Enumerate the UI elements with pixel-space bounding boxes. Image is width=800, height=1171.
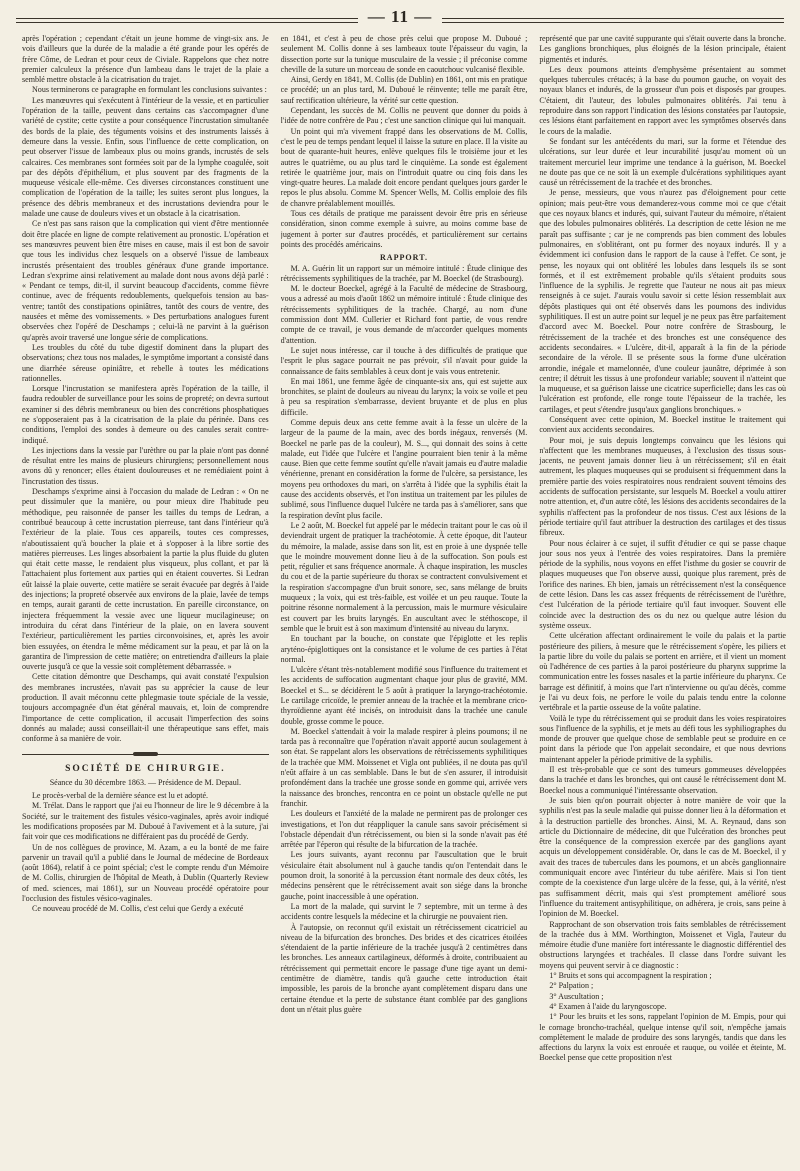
session-line: Séance du 30 décembre 1863. — Présidence de M. Depaul. [49,777,241,787]
paragraph: Un point qui m'a vivement frappé dans les observations de M. Collis, c'est le peu de temps pendant lequel il laisse la suture en place. Il la visite au bout de quarante-huit heures, enlève quelques fils le troisième jour et les autres le quatrième, ou au plus tard le cinquième. La sonde est également retirée le quatrième jour, mais on l'introduit quatre ou cinq fois dans les vingt-quatre heures. La malade doit encore pendant quelques jours garder le repos le plus absolu. Comme M. Spencer Wells, M. Collis emploie des fils de chanvre préalablement mouillés. [280,126,528,208]
paragraph: Cette citation démontre que Deschamps, qui avait constaté l'expulsion des membranes incrustées, n'avait pas su apprécier la cause de leur production. Il avait méconnu cette phlegmasie toute spéciale de la vessie, toujours accompagnée d'un état général mauvais, et, loin de comprendre l'importance de cette complication, il accusait l'imperfection des soins donnés au malade; aussi conseillait-il une thérapeutique sans effet, mais conforme à sa manière de voir. [22,672,269,744]
paragraph: Les injections dans la vessie par l'urèthre ou par la plaie n'ont pas donné de résultat entre les mains de plusieurs chirurgiens; personnellement nous avons dû y renoncer; elles étaient douloureuses et ne remédiaient point à l'incrustation des tissus. [22,445,269,486]
text-columns [22,34,786,1165]
list-item: 2° Palpation ; [549,981,594,991]
paragraph: après l'opération ; cependant c'était un jeune homme de vingt-six ans. Je vois d'ailleurs que la durée de la maladie a été grande pour les opérés de frère Côme, de Ledran et pour ceux de Civiale. Rappelons que chez notre premier calculeux la présence d'un lambeau dans le trajet de la plaie a semblé mettre obstacle à la cicatrisation du trajet. [22,34,269,85]
paragraph: Pour moi, je suis depuis longtemps convaincu que les lésions qui n'affectent que les membranes muqueuses, à l'exclusion des tissus sous-jacents, ne peuvent jamais donner lieu à un rétrécissement; s'il en était autrement, les plaques muqueuses qui se produisent si fréquemment dans la première partie des voies respiratoires nous rendraient souvent témoins des accidents de suffocation persistante, sur lesquels M. Boeckel a voulu attirer notre attention, et, d'un autre côté, les lésions des accidents secondaires de la syphilis n'affectent pas la profondeur de nos tissus. C'est aux lésions de la période tertiaire qu'il faut attribuer la destruction des cartilages et des tissus fibreux. [539,435,786,538]
paragraph: Je pense, messieurs, que vous n'aurez pas d'éloignement pour cette opinion; mais peut-être vous demanderez-vous comme moi ce que c'était que ces noyaux blancs et indurés, qui, suivant l'auteur du mémoire, n'étaient que des lobules pulmonaires oblitérés. La description de cette lésion ne me paraît pas suffisante ; car je ne comprends pas bien comment des lobules pulmonaires, en s'oblitérant, ont pu former des noyaux indurés. Il y a évidemment ici confusion dans le rapport de la cause à l'effet. Ce sont, je pense, les noyaux qui ont oblitéré les lobules dans lesquels ils se sont formés, et il est extrêmement probable qu'ils s'étaient produits sous l'influence de la syphilis. Je regrette que l'auteur ne nous ait pas mieux renseignés à ce sujet. J'aurais voulu savoir si cette lésion ressemblait aux dépôts plastiques qui ont été observés dans les poumons des individus syphilitiques. Il est un autre point sur lequel je ne peux pas être parfaitement d'accord avec M. Boeckel. Pour notre confrère de Strasbourg, le rétrécissement de la trachée et des bronches est une conséquence des accidents secondaires. « L'ulcère, dit-il, apparaît à la fin de la période secondaire de la vérole. Il se présente sous la forme d'une ulcération arrondie, inégale et mamelonnée, d'une couleur jaunâtre, déprimée à son centre; il détruit les tissus à une profondeur variable; souvent il n'atteint que la muqueuse, et sa guérison laisse une cicatrice superficielle; dans les cas où l'ulcération est profonde, elle ronge toute l'épaisseur de la trachée, les cartilages, et peut s'étendre jusqu'aux ganglions bronchiques. » [539,188,786,414]
paragraph: Lorsque l'incrustation se manifestera après l'opération de la taille, il faudra redoubler de surveillance pour les soins de propreté; on devra surtout examiner si des débris membraneux ou bien des concrétions phosphatiques ne s'opposeraient pas à la cicatrisation de la plaie du périnée. Dans ces conditions, l'emploi des sondes à demeure ou des canules serait contre-indiqué. [22,384,269,445]
list-item: 1° Bruits et sons qui accompagnent la respiration ; [549,971,712,981]
page-header [16,6,784,28]
paragraph: Tous ces détails de pratique me paraissent devoir être pris en sérieuse considération, sinon comme exemple à suivre, au moins comme base de jugement à porter sur d'autres procédés, et particulièrement sur certains points des procédés américains. [280,209,528,249]
paragraph: représenté que par une cavité suppurante qui s'était ouverte dans la bronche. Les ganglions bronchiques, plus éloignés de la lésion principale, étaient pigmentés et indurés. [539,34,786,64]
paragraph: À l'autopsie, on reconnut qu'il existait un rétrécissement cicatriciel au niveau de la bifurcation des bronches. Des brides et des cicatrices étoilées s'étendaient de la partie inférieure de la trachée jusqu'à 2 centimètres dans les bronches. Les anneaux cartilagineux, déformés à droite, contribuaient au rétrécissement qui permettait encore le passage d'une tige ayant un demi-centimètre de diamètre, tandis qu'à gauche cette introduction était impossible, les parois de la bronche ayant complètement disparu dans une certaine étendue et la perte de substance étant comblée par des ganglions dont un n'était plus guère [280,922,528,1014]
page-number: — 11 — [358,7,443,27]
paragraph: Il est très-probable que ce sont des tumeurs gommeuses développées dans la trachée et dans les bronches, qui ont causé le rétrécissement dont M. Boeckel nous a communiqué l'intéressante observation. [539,765,786,795]
paragraph: Cependant, les succès de M. Collis ne peuvent que donner du poids à l'idée de notre confrère de Pau ; c'est une sanction clinique qui lui manquait. [280,106,528,126]
column-3 [539,34,786,1165]
paragraph: En mai 1861, une femme âgée de cinquante-six ans, qui est sujette aux bronchites, se plaint de douleurs au niveau du larynx; la voix se voile et peu à peu sa respiration s'embarrasse, devient bruyante et de plus en plus difficile. [280,376,528,417]
paragraph: Les troubles du côté du tube digestif dominent dans la plupart des observations; chez tous nos malades, le symptôme important a consisté dans une diarrhée séreuse opiniâtre, et rebelle à toutes les médications rationnelles. [22,342,269,383]
paragraph: Les manœuvres qui s'exécutent à l'intérieur de la vessie, et en particulier l'opération de la taille, peuvent dans certains cas s'accompagner d'une variété de cystite; cette cystite a pour conséquence l'incrustation simultanée des bords de la plaie, des téguments voisins et des instruments laissés à demeure dans la vessie. Enfin, sous l'influence de cette complication, on peut observer l'issue de lambeaux plus ou moins grands, incrustés de sels calcaires. Ces membranes sont formées soit par de la lymphe coagulée, soit par des dépôts d'épithélium, et plus souvent par des fragments de la muqueuse vésicale elle-même. Ces diverses circonstances constituent une complication de l'opération de la taille; les suites seront plus longues, la présence des débris membraneux et des incrustations deviendra pour le malade une cause de douleurs vives et un obstacle à la cicatrisation. [22,95,269,219]
paragraph: M. le docteur Boeckel, agrégé à la Faculté de médecine de Strasbourg, vous a adressé au mois d'août 1862 un mémoire intitulé : Étude clinique des rétrécissements syphilitiques de la trachée. Chargé, au nom d'une commission dont MM. Cullerier et Richard font partie, de vous rendre compte de ce travail, je vous demande de m'accorder quelques moments d'attention. [280,284,528,345]
section-title: SOCIÉTÉ DE CHIRURGIE. [65,764,226,775]
paragraph: Le 2 août, M. Boeckel fut appelé par le médecin traitant pour le cas où il deviendrait urgent de pratiquer la trachéotomie. À cette époque, dit l'auteur du mémoire, la malade, assise dans son lit, est en proie à une dyspnée telle que le moindre mouvement donne lieu à de la suffocation. Son pouls est petit, régulier et sans fréquence anormale. À chaque inspiration, les muscles du cou et de la partie supérieure du thorax se contractent convulsivement et la respiration s'accompagne d'un bruit sonore, sec, sans mélange de bruits muqueux ; la voix, qui est très-faible, est voilée et un peu rauque. Toute la poitrine résonne normalement à la percussion, mais le murmure vésiculaire est couvert par les bruits laryngés. En auscultant avec le stéthoscope, il semble que le bruit est à son maximum d'intensité au niveau du larynx. [280,520,528,633]
paragraph: Les deux poumons atteints d'emphysème présentaient au sommet quelques tubercules crétacés; à la base du poumon gauche, on voyait des noyaux blancs et indurés, de la grosseur d'un pois et disposés par groupes. C'étaient, dit l'auteur, des lobules pulmonaires oblitérés. J'ai tenu à reproduire dans son rapport l'indication des lésions constatées par l'autopsie, ces lésions étant parfaitement en rapport avec les symptômes observés dans le cours de la maladie. [539,64,786,136]
paragraph: La mort de la malade, qui survint le 7 septembre, mit un terme à des accidents contre lesquels la médecine et la chirurgie ne pouvaient rien. [280,901,528,922]
paragraph: Je suis bien qu'on pourrait objecter à notre manière de voir que la syphilis n'est pas la seule maladie qui puisse donner lieu à la déformation et à la destruction partielle des bronches. Ainsi, M. A. Reynaud, dans son article du Dictionnaire de médecine, dit que l'ulcération des bronches peut être la conséquence de la compression exercée par des ganglions ayant acquis un développement considérable. Or, dans le cas de M. Boeckel, il y avait des traces de tubercules dans les poumons, et un abcès ganglionnaire communiquait encore avec l'intérieur du tube aérifère. Mais si l'on tient compte de la coexistence d'un large ulcère de la fesse, qui, à la vérité, n'est pas suffisamment décrit, mais qui s'est promptement amélioré sous l'influence du traitement antisyphilitique, on adhérera, je crois, sans peine à l'opinion de M. Boeckel. [539,795,786,919]
paragraph: Ainsi, Gerdy en 1841, M. Collis (de Dublin) en 1861, ont mis en pratique ce procédé; un an plus tard, M. Duboué le réinvente; telle me paraît être, sauf rectification ultérieure, la vérité sur cette question. [280,75,528,105]
paragraph: Ce n'est pas sans raison que la complication qui vient d'être mentionnée doit être placée en ligne de compte relativement au pronostic. L'opération et ses manœuvres peuvent bien être mises en cause, mais il est bon de savoir que tous les individus chez lesquels on a observé l'issue de lambeaux incrustés présentaient des troubles généraux d'une grande importance. Ledran s'exprime ainsi relativement au malade dont nous avons déjà parlé : « Pendant ce temps, dit-il, il survint beaucoup d'accidents, comme fièvre continue, avec de fréquents redoublements, quelquefois tension au bas-ventre; tantôt des constipations opiniâtres, tantôt des cours de ventre, des nausées et même des vomissements. » Des perturbations analogues furent observées chez l'opéré de Deschamps ; celui-là ne parvint à la guérison qu'après avoir traversé une longue série de complications. [22,219,269,342]
paragraph: Ce nouveau procédé de M. Collis, c'est celui que Gerdy a exécuté [32,904,244,914]
paragraph: Pour nous éclairer à ce sujet, il suffit d'étudier ce qui se passe chaque jour sous nos yeux à l'entrée des voies respiratoires. Dans la première période de la syphilis, nous voyons en effet l'isthme du gosier se couvrir de plaques muqueuses que l'on observe aussi, quoique plus rarement, près de l'orifice des narines. Eh bien, jamais un rétrécissement n'est la conséquence de cette lésion. Dans les cas assez fréquents de rétrécissement de l'urèthre, c'est l'ulcération de la période tertiaire qu'il faut invoquer. Souvent elle coïncide avec la destruction des os du nez ou quelque autre lésion du système osseux. [539,538,786,630]
column-1 [22,34,269,1165]
list-item: 4° Examen à l'aide du laryngoscope. [549,1001,667,1011]
rapport-heading: RAPPORT. [379,253,428,263]
list-item: 3° Auscultation ; [549,991,604,1001]
section-divider [22,750,269,760]
paragraph: Nous terminerons ce paragraphe en formulant les conclusions suivantes : [32,85,267,95]
paragraph: Les jours suivants, ayant reconnu par l'auscultation que le bruit vésiculaire était absolument nul à gauche tandis qu'on l'entendait dans le poumon droit, la sonorité à la percussion étant normale des deux côtés, les médecins pensèrent que le rétrécissement avait son siége dans la bronche gauche, point inaccessible à une opération. [280,850,528,901]
paragraph: Un de nos collègues de province, M. Azam, a eu la bonté de me faire parvenir un travail qu'il a publié dans le Journal de médecine de Bordeaux (août 1864), relatif à ce point spécial; c'est le compte rendu d'un Mémoire de M. Collis, chirurgien de l'hôpital de Meath, à Dublin (Quarterly Review of med. sciences, mai 1861), sur un Nouveau procédé opératoire pour l'occlusion des fistules vésico-vaginales. [22,842,269,904]
column-2 [281,34,528,1165]
paragraph: Les douleurs et l'anxiété de la malade ne permirent pas de prolonger ces investigations, et l'on dut réappliquer la canule sans savoir précisément si l'obstacle dépendait d'un rétrécissement, ou bien si la sonde n'avait pas été arrêtée par l'éperon qui résulte de la bifurcation de la trachée. [280,809,528,850]
paragraph: Le procès-verbal de la dernière séance est lu et adopté. [32,791,209,801]
paragraph: Rapprochant de son observation trois faits semblables de rétrécissement de la trachée dus à MM. Worthington, Moissenet et Vigla, l'auteur du mémoire étudie d'une manière fort intéressante le diagnostic différentiel des obstructions laryngées et trachéales. Il classe dans l'ordre suivant les moyens qui peuvent servir à ce diagnostic : [539,919,786,970]
paragraph: en 1841, et c'est à peu de chose près celui que propose M. Duboué ; seulement M. Collis donne à ses lambeaux toute l'épaisseur du vagin, la dissection porte sur la tunique musculaire de la vessie ; il préconise comme cheville de la suture un morceau de sonde en caoutchouc vulcanisé flexible. [280,34,528,74]
paragraph: M. Trélat. Dans le rapport que j'ai eu l'honneur de lire le 9 décembre à la Société, sur le traitement des fistules vésico-vaginales, après avoir indiqué les modifications proposées par M. Duboué à l'avivement et à la suture, j'ai fait voir que ces modifications ne différaient pas du procédé de Gerdy. [22,801,269,842]
paragraph: En touchant par la bouche, on constate que l'épiglotte et les replis aryténo-épiglottiques ont la consistance et le volume de ces parties à l'état normal. [280,634,528,664]
paragraph: Se fondant sur les antécédents du mari, sur la forme et l'étendue des ulcérations, sur leur durée et leur incurabilité jusqu'au moment où un traitement mercuriel leur imprime une tendance à la guérison, M. Boeckel ne doute pas que ce ne soit là un exemple d'ulcérations syphilitiques ayant causé un rétrécissement de la trachée et des bronches. [539,136,786,188]
paragraph: Conséquent avec cette opinion, M. Boeckel institue le traitement qui convient aux accidents secondaires. [539,414,786,435]
paragraph: 1° Pour les bruits et les sons, rappelant l'opinion de M. Empis, pour qui le cornage broncho-trachéal, quelque intense qu'il soit, n'empêche jamais complètement le malade de produire des sons laryngés, tandis que dans les affections du larynx la voix est enrouée et rauque, ou voilée et éteinte, M. Boeckel pense que cette proposition n'est [539,1012,786,1063]
paragraph: L'ulcère s'étant très-notablement modifié sous l'influence du traitement et les accidents de suffocation augmentant chaque jour plus de gravité, MM. Boeckel et S... se décidèrent le 5 août à pratiquer la laryngo-trachéotomie. Le cartilage cricoïde, le premier anneau de la trachée et la membrane crico-thyroïdienne ayant été incisés, on introduisit dans la trachée une canule double, grosse comme le pouce. [280,665,528,726]
paragraph: Comme depuis deux ans cette femme avait à la fesse un ulcère de la largeur de la paume de la main, avec des bords inégaux, renversés (M. Boeckel ne parle pas de la couleur), M. S..., qui donnait des soins à cette malade, eut l'idée que l'ulcère et l'angine pourraient bien tenir à la même cause. Bien que cette femme soutînt qu'elle n'avait jamais eu d'autre maladie vénérienne, prenant en considération la forme de l'ulcère, sa persistance, les moyens peu orthodoxes du mari, on s'arrêta à l'idée que la syphilis était la cause des accidents observés, et l'on institua un traitement par les pilules de sublimé, sous l'influence duquel l'ulcère ne tarda pas à s'améliorer, sans que la respiration devînt plus facile. [280,417,528,520]
paragraph: Le sujet nous intéresse, car il touche à des difficultés de pratique que l'esprit le plus sagace pourrait ne pas prévoir, s'il n'avait pour guide la connaissance de faits semblables à ceux dont je vais vous entretenir. [280,345,528,376]
paragraph: M. Boeckel s'attendait à voir la malade respirer à pleins poumons; il ne tarda pas à reconnaître que l'opération n'avait apporté aucun soulagement à son état. Se rappelant alors les observations de rétrécissements syphilitiques de la trachée que MM. Moissenet et Vigla ont publiées, il ne douta pas qu'il n'eût affaire à un cas semblable. Dans le but de s'en assurer, il introduisit profondément dans la trachée une grosse sonde en gomme qui, arrivée vers la naissance des bronches, rencontra en ce point un obstacle qu'elle ne put franchir. [280,726,528,808]
paragraph: Voilà le type du rétrécissement qui se produit dans les voies respiratoires sous l'influence de la syphilis, et je mets au défi tous les syphiliographes du monde de prouver que quelque chose de semblable peut se produire en ce point dans la période que l'on appelait secondaire, et que nous devrions maintenant appeler la période primitive de la syphilis. [539,713,786,764]
paragraph: Cette ulcération affectant ordinairement le voile du palais et la partie postérieure des piliers, à mesure que le rétrécissement s'opère, les piliers et la partie libre du voile du palais se portent en arrière, et il vient un moment où l'adhérence de ces parties à la paroi postérieure du pharynx supprime la communication entre les fosses nasales et la partie inférieure du pharynx. Ce barrage est définitif, à moins que l'art n'intervienne ou qu'au décès, comme je l'ai vu deux fois, ne perfore le voile du palais tendu entre la colonne vertébrale et la partie osseuse de la voûte palatine. [539,631,786,713]
paragraph: M. A. Guérin lit un rapport sur un mémoire intitulé : Étude clinique des rétrécissements syphilitiques de la trachée, par M. Boeckel (de Strasbourg). [280,263,528,283]
paragraph: Deschamps s'exprime ainsi à l'occasion du malade de Ledran : « On ne peut dissimuler que la manière, ou pour mieux dire l'habitude peu méthodique, peu raisonnée de panser les tailles du temps de Ledran, a contribué beaucoup à cette incrustation pierreuse, tant dans l'intérieur qu'à l'extérieur de la plaie. Tous ces appareils, toutes ces compresses, n'aboutissaient qu'à boucher la plaie et à s'opposer à la libre sortie des matières pierreuses. Les linges absorbaient la partie la plus fluide du gluten qui était cette masse, le rendaient plus visqueux, plus collant, et par là l'attachaient plus fortement aux parties qui en étaient couvertes. Si Ledran eût laissé la plaie ouverte, cette matière se serait évacuée par degrés à l'aide des injections; la propreté observée aux environs de la plaie, lavée de temps en temps, aurait garanti de cette incrustation. En pareille circonstance, on injectera fréquemment la vessie avec une liqueur mucilagineuse; on introduira du cérat dans l'intérieur de la plaie, on en lavera souvent l'extérieur, particulièrement les parties circonvoisines, et, après les avoir bien essuyées, on étendra le même médicament sur la peau, et par là on la garantira de l'impression de cette matière; on entretiendra d'ailleurs la plaie ouverte jusqu'à ce que la vessie soit complètement débarrassée. » [22,487,269,672]
